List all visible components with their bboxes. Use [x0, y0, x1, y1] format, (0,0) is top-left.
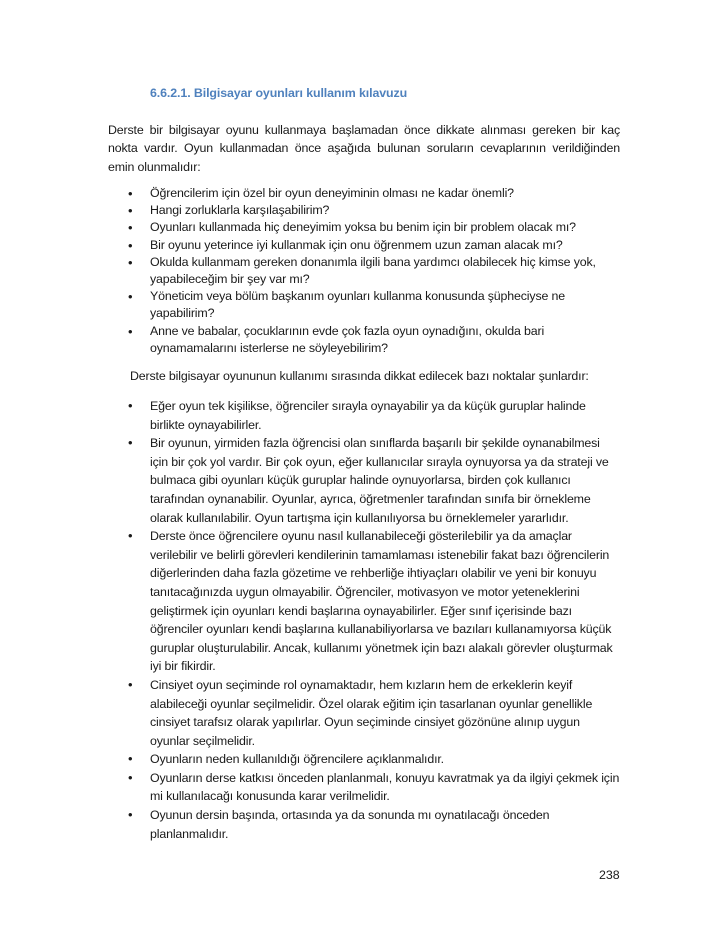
bullet-icon: •: [128, 751, 133, 767]
bullet-icon: •: [128, 220, 133, 236]
list-item: • Bir oyunu yeterince iyi kullanmak için onu öğrenmem uzun zaman alacak mı?: [128, 237, 563, 253]
page-number: 238: [599, 868, 620, 882]
list-item: • Hangi zorluklarla karşılaşabilirim?: [128, 203, 330, 219]
intro-paragraph: Derste bir bilgisayar oyunu kullanmaya başlamadan önce dikkate alınması gereken bir kaç nokta vardır. Oyun kullanmadan önce aşağıda bulunan soruların cevaplarının verildiğinden emin olunmalıdır:: [108, 123, 620, 174]
list-item: • Yöneticim veya bölüm başkanım oyunları kullanma konusunda şüpheciyse ne yapabilirim?: [128, 289, 566, 321]
section-heading: 6.6.2.1. Bilgisayar oyunları kullanım kılavuzu: [150, 86, 408, 100]
list-item: • Oyunları kullanmada hiç deneyimim yoksa bu benim için bir problem olacak mı?: [128, 220, 576, 236]
list-item: • Derste önce öğrencilere oyunu nasıl kullanabileceği gösterilebilir ya da amaçlar verilebilir ve belirli görevleri kendilerinin tamamlaması istenebilir fakat bazı öğrencilerin diğerlerinden daha fazla gözetime ve rehberliğe ihtiyaçları olabilir ve yeni bir konuyu tanıtacağınızda uygun olmayabilir. Öğrenciler, motivasyon ve motor yeteneklerini geliştirmek için oyunları kendi başlarına oynayabilirler. Eğer sınıf içerisinde bazı öğrenciler oyunları kendi başlarına kullanabiliyorlarsa ve bazıları kullanamıyorsa küçük guruplar oluşturulabilir. Ancak, kullanımı yönetmek için bazı alakalı görevler oluşturmak iyi bir fikirdir.: [128, 528, 613, 674]
list-item: • Oyunun dersin başında, ortasında ya da sonunda mı oynatılacağı önceden planlanmalıdır.: [128, 807, 550, 841]
list-item: • Eğer oyun tek kişilikse, öğrenciler sırayla oynayabilir ya da küçük guruplar halinde birlikte oynayabilirler.: [128, 398, 586, 432]
list-item: • Cinsiyet oyun seçiminde rol oynamaktadır, hem kızların hem de erkeklerin keyif alabileceği oyunlar seçilmelidir. Özel olarak eğitim için tasarlanan oyunlar genellikle cinsiyet tarafsız olarak yapılırlar. Oyun seçiminde cinsiyet gözönüne alınıp uygun oyunlar seçilmelidir.: [128, 676, 593, 748]
bullet-icon: •: [128, 676, 133, 692]
list-item: • Anne ve babalar, çocuklarının evde çok fazla oyun oynadığını, okulda bari oynamamalarını isterlerse ne söyleyebilirim?: [128, 323, 545, 355]
bullet-icon: •: [128, 186, 133, 201]
list-item: • Öğrencilerim için özel bir oyun deneyiminin olması ne kadar önemli?: [128, 186, 514, 201]
list-item: • Oyunların derse katkısı önceden planlanmalı, konuyu kavratmak ya da ilgiyi çekmek için mi kullanılacağı konusunda karar verilmelidir.: [128, 769, 620, 804]
bullet-icon: •: [128, 807, 133, 823]
bullet-icon: •: [128, 528, 133, 544]
question-list: [126, 185, 620, 357]
bullet-icon: •: [128, 289, 133, 305]
bullet-icon: •: [128, 203, 133, 219]
list-item: • Okulda kullanmam gereken donanımla ilgili bana yardımcı olabilecek hiç kimse yok, yapabileceğim bir şey var mı?: [128, 254, 596, 287]
list-item: • Bir oyunun, yirmiden fazla öğrencisi olan sınıflarda başarılı bir şekilde oynanabilmesi için bir çok yol vardır. Bir çok oyun, eğer kullanıcılar sırayla oynuyorsa ya da strateji ve bulmaca gibi oyunları küçük guruplar halinde oynuyorlarsa, birden çok kullanıcı tarafından oynanabilir. Oyunlar, ayrıca, öğretmenler tarafından sınıfa bir örnekleme olarak kullanılabilir. Oyun tartışma için kullanılıyorsa bu örneklemeler yararlıdır.: [128, 435, 609, 525]
points-list: [126, 397, 620, 843]
bullet-icon: •: [128, 769, 133, 785]
bullet-icon: •: [128, 398, 133, 413]
list-item: • Oyunların neden kullanıldığı öğrencilere açıklanmalıdır.: [126, 750, 620, 769]
bullet-icon: •: [128, 435, 133, 451]
bullet-icon: •: [128, 323, 133, 339]
bullet-icon: •: [128, 254, 133, 270]
bullet-icon: •: [128, 237, 133, 253]
points-intro: Derste bilgisayar oyununun kullanımı sırasında dikkat edilecek bazı noktalar şunlardır:: [130, 369, 589, 383]
